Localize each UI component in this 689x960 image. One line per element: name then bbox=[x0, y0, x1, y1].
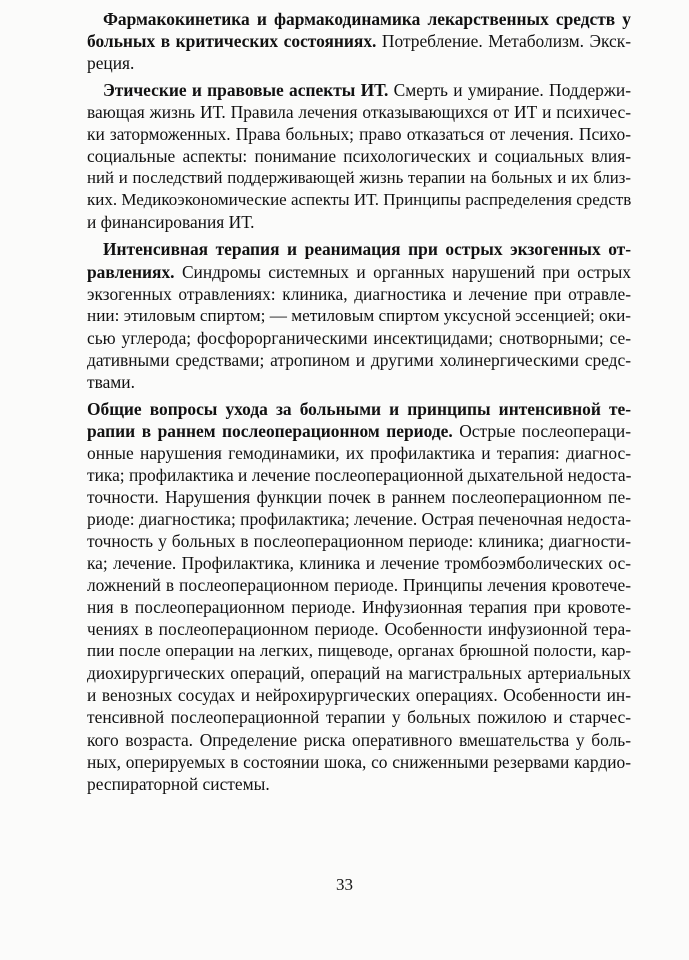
body-text-run: и венозных сосудах и нейрохирургических операциях. Особенности ин- bbox=[87, 685, 631, 706]
text-line bbox=[87, 261, 631, 283]
body-text-run: пии после операции на легких, пищеводе, органах брюшной полости, кар- bbox=[87, 641, 631, 661]
text-line bbox=[87, 442, 631, 464]
body-text-run: ложнений в послеоперационном периоде. Принципы лечения кровотече- bbox=[87, 575, 631, 596]
body-text-run: онные нарушения гемодинамики, их профилактика и терапия: диагнос- bbox=[87, 442, 631, 463]
text-line bbox=[87, 420, 631, 442]
text-line bbox=[87, 530, 631, 552]
text-line bbox=[87, 618, 631, 640]
text-line bbox=[87, 662, 631, 684]
bold-heading-text: Фармакокинетика и фармакодинамика лекарственных средств у bbox=[103, 9, 631, 29]
paragraph bbox=[87, 79, 631, 233]
text-line bbox=[87, 371, 631, 393]
bold-heading-text: равлениях. bbox=[87, 261, 175, 282]
body-text-run: ний и последствий поддерживающей жизнь терапии на больных и их близ- bbox=[87, 168, 631, 188]
text-line bbox=[87, 79, 631, 101]
text-line bbox=[87, 486, 631, 508]
text-line bbox=[87, 101, 631, 123]
body-text-run: риоде: диагностика; профилактика; лечение. Острая печеночная недоста- bbox=[87, 509, 631, 530]
body-text bbox=[87, 8, 631, 795]
text-line bbox=[87, 211, 631, 233]
body-text-run: дативными средствами; атропином и другими холинергическими средс- bbox=[87, 349, 631, 370]
text-line bbox=[87, 464, 631, 486]
text-line bbox=[87, 283, 631, 305]
bold-heading-text: Интенсивная терапия и реанимация при острых экзогенных от- bbox=[103, 239, 631, 260]
text-line bbox=[87, 123, 631, 145]
body-text-run: ния в послеоперационном периоде. Инфузионная терапия при кровоте- bbox=[87, 597, 631, 618]
text-line bbox=[87, 189, 631, 211]
body-text-run: диохирургических операций, операций на магистральных артериальных bbox=[87, 663, 631, 684]
text-line bbox=[87, 508, 631, 530]
paragraph bbox=[87, 398, 631, 795]
body-text-run: кого возраста. Определение риска оперативного вмешательства у боль- bbox=[87, 729, 631, 750]
text-line bbox=[87, 706, 631, 728]
body-text-run: ных, оперируемых в состоянии шока, со сниженными резервами кардио- bbox=[87, 751, 631, 772]
body-text-run: точность у больных в послеоперационном периоде: клиника; диагности- bbox=[87, 531, 631, 552]
body-text-run: социальные аспекты: понимание психологических и социальных влия- bbox=[87, 146, 631, 167]
body-text-run: тика; профилактика и лечение послеоперационной дыхательной недоста- bbox=[87, 464, 632, 485]
body-text-run: твами. bbox=[87, 371, 135, 392]
bold-heading-text: больных в критических состояниях. bbox=[87, 31, 377, 52]
text-line bbox=[87, 751, 631, 773]
text-line bbox=[87, 684, 631, 706]
text-line bbox=[87, 52, 631, 74]
text-line bbox=[87, 167, 631, 189]
body-text-run: Потребление. Метаболизм. Экск- bbox=[376, 31, 631, 52]
body-text-run: Острые послеопераци- bbox=[452, 420, 632, 441]
paragraph bbox=[87, 8, 631, 74]
bold-heading-text: рапии в раннем послеоперационном периоде. bbox=[87, 420, 453, 441]
bold-heading-text: Этические и правовые аспекты ИТ. bbox=[103, 80, 389, 101]
body-text-run: тенсивной послеоперационной терапии у больных пожилою и старчес- bbox=[87, 707, 631, 728]
body-text-run: чениях в послеоперационном периоде. Особенности инфузионной тера- bbox=[87, 619, 631, 640]
text-line bbox=[87, 8, 631, 30]
body-text-run: Смерть и умирание. Поддержи- bbox=[388, 80, 631, 101]
body-text-run: экзогенных отравлениях: клиника, диагностика и лечение при отравле- bbox=[87, 283, 631, 304]
body-text-run: ких. Медикоэкономические аспекты ИТ. Принципы распределения средств bbox=[87, 190, 632, 210]
paragraph bbox=[87, 238, 631, 392]
body-text-run: и финансирования ИТ. bbox=[87, 212, 255, 233]
text-line bbox=[87, 729, 631, 751]
body-text-run: нии: этиловым спиртом; — метиловым спиртом уксусной эссенцией; оки- bbox=[87, 305, 631, 325]
text-line bbox=[87, 398, 631, 420]
text-line bbox=[87, 552, 631, 574]
text-line bbox=[87, 327, 631, 349]
text-line bbox=[87, 596, 631, 618]
text-line bbox=[87, 574, 631, 596]
text-line bbox=[87, 640, 631, 662]
body-text-run: ка; лечение. Профилактика, клиника и лечение тромбоэмболических ос- bbox=[87, 553, 631, 574]
body-text-run: сью углерода; фосфорорганическими инсектицидами; снотворными; се- bbox=[87, 327, 631, 348]
text-line bbox=[87, 305, 631, 327]
text-line bbox=[87, 349, 631, 371]
text-line bbox=[87, 238, 631, 260]
bold-heading-text: Общие вопросы ухода за больными и принципы интенсивной те- bbox=[87, 398, 631, 419]
body-text-run: ки заторможенных. Права больных; право отказаться от лечения. Психо- bbox=[87, 124, 631, 145]
text-line bbox=[87, 30, 631, 52]
body-text-run: реция. bbox=[87, 53, 135, 74]
body-text-run: респираторной системы. bbox=[87, 773, 270, 794]
text-line bbox=[87, 145, 631, 167]
body-text-run: Синдромы системных и органных нарушений при острых bbox=[174, 261, 631, 282]
body-text-run: вающая жизнь ИТ. Правила лечения отказывающихся от ИТ и психичес- bbox=[87, 102, 631, 123]
page-number: 33 bbox=[336, 875, 353, 894]
body-text-run: точности. Нарушения функции почек в раннем послеоперационном пе- bbox=[87, 486, 631, 507]
text-line bbox=[87, 773, 631, 795]
